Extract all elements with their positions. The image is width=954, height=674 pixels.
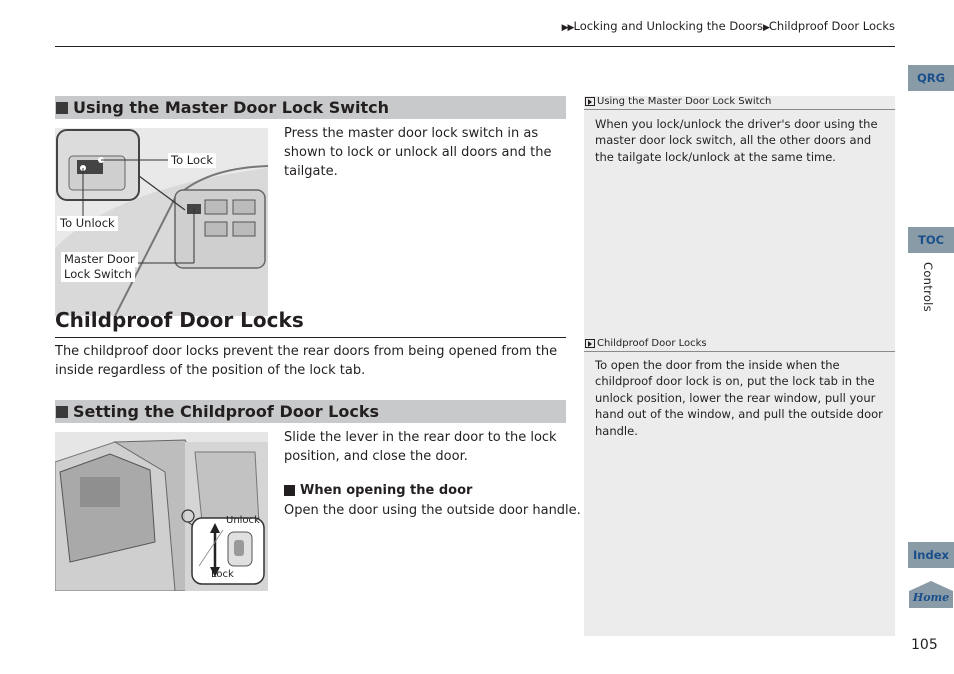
breadcrumb-arrow-icon: ▶▶ bbox=[561, 23, 574, 33]
childproof-lock-illustration bbox=[55, 432, 268, 591]
home-icon bbox=[908, 580, 954, 608]
callout-master-line2: Lock Switch bbox=[61, 267, 135, 282]
note-heading-childproof-label: Childproof Door Locks bbox=[597, 338, 707, 349]
section-title-childproof: Setting the Childproof Door Locks bbox=[73, 402, 380, 421]
rear-door-drawing bbox=[55, 432, 268, 591]
subheading-opening-door bbox=[284, 483, 472, 498]
page-title: Childproof Door Locks bbox=[55, 308, 304, 332]
callout-to-lock: To Lock bbox=[168, 153, 216, 168]
index-tab[interactable]: Index bbox=[908, 542, 954, 568]
header-rule bbox=[55, 46, 895, 47]
section-side-label: Controls bbox=[921, 262, 935, 312]
subheading-opening-door-label: When opening the door bbox=[300, 483, 473, 498]
callout-unlock: Unlock bbox=[226, 515, 260, 526]
note-body-childproof: To open the door from the inside when the childproof door lock is on, put the lock tab in the unlock position, lower the rear window, pull your hand out of the window, and pull the outside door handle. bbox=[595, 358, 883, 438]
reference-arrow-icon bbox=[585, 339, 595, 348]
section-bar-childproof bbox=[55, 400, 566, 423]
childproof-intro: The childproof door locks prevent the rear doors from being opened from the inside regardless of the position of the lock tab. bbox=[55, 344, 558, 378]
callout-lock: Lock bbox=[211, 569, 234, 580]
breadcrumb-item-childproof[interactable]: Childproof Door Locks bbox=[768, 19, 895, 33]
page-number: 105 bbox=[911, 637, 938, 653]
reference-arrow-icon bbox=[585, 97, 595, 106]
square-bullet-icon bbox=[56, 406, 68, 418]
note-heading-master-switch-label: Using the Master Door Lock Switch bbox=[597, 96, 772, 107]
section-title-master-switch: Using the Master Door Lock Switch bbox=[73, 98, 389, 117]
note-heading-childproof[interactable] bbox=[584, 338, 895, 352]
title-rule bbox=[55, 337, 566, 338]
callout-master-line1: Master Door bbox=[61, 252, 138, 267]
callout-to-unlock: To Unlock bbox=[57, 216, 118, 231]
note-heading-master-switch[interactable] bbox=[584, 96, 895, 110]
section-bar-master-switch bbox=[55, 96, 566, 119]
opening-door-instructions: Open the door using the outside door handle. bbox=[284, 503, 581, 518]
qrg-tab[interactable]: QRG bbox=[908, 65, 954, 91]
breadcrumb-item-locking[interactable]: Locking and Unlocking the Doors bbox=[573, 19, 763, 33]
breadcrumb-separator-icon: ▶ bbox=[762, 23, 769, 33]
toc-tab[interactable]: TOC bbox=[908, 227, 954, 253]
note-body-master-switch: When you lock/unlock the driver's door using the master door lock switch, all the other doors and the tailgate lock/unlock at the same time. bbox=[595, 117, 878, 164]
home-label: Home bbox=[912, 591, 950, 604]
master-switch-instructions: Press the master door lock switch in as shown to lock or unlock all doors and the tailgate. bbox=[284, 126, 552, 179]
breadcrumb bbox=[562, 19, 895, 33]
square-bullet-icon bbox=[56, 102, 68, 114]
square-bullet-icon bbox=[284, 485, 295, 496]
master-switch-illustration bbox=[55, 128, 268, 316]
home-tab[interactable] bbox=[908, 580, 954, 608]
childproof-instructions: Slide the lever in the rear door to the lock position, and close the door. bbox=[284, 430, 557, 464]
